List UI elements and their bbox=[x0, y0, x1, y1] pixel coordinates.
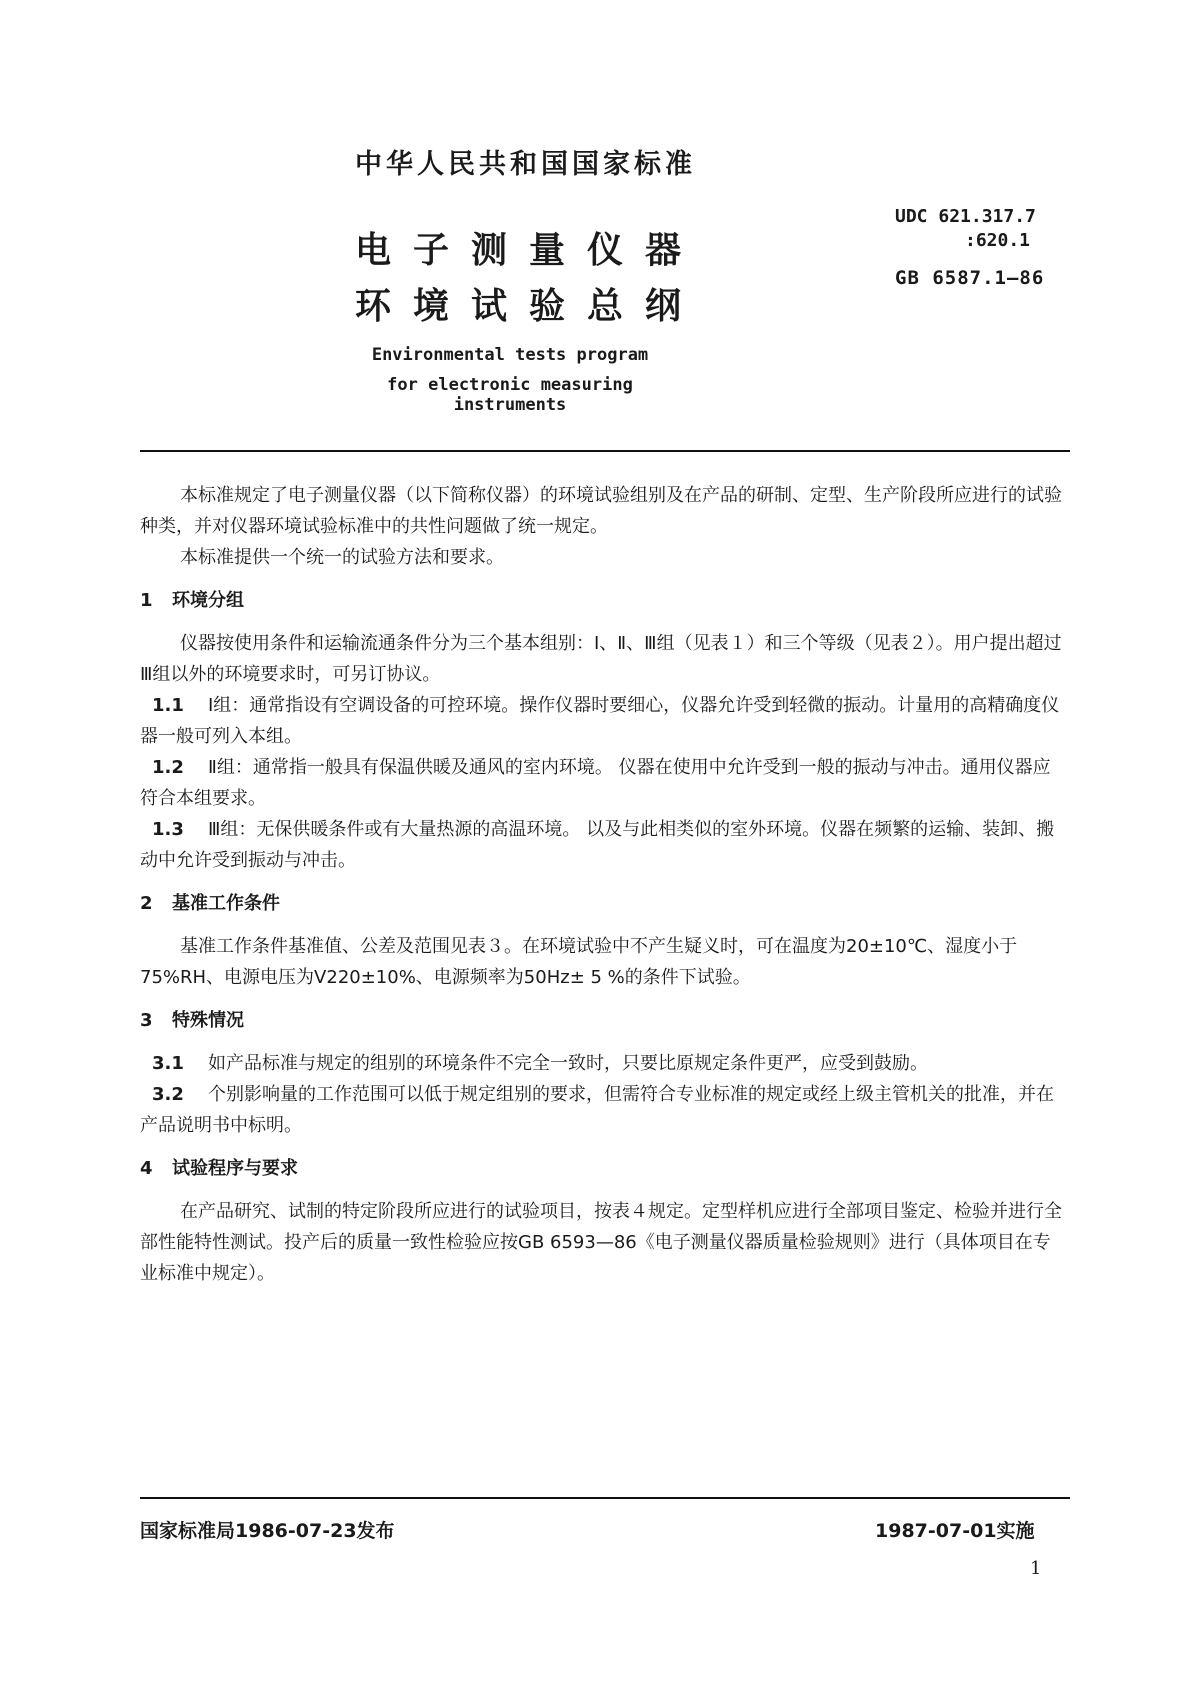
page-number: 1 bbox=[1030, 1558, 1042, 1579]
document-title-line1: 电子测量仪器 bbox=[355, 230, 704, 271]
section-paragraph: 基准工作条件基准值、公差及范围见表３。在环境试验中不产生疑义时，可在温度为20±10℃、湿度小于75%RH、电源电压为V220±10%、电源频率为50Hz± 5 %的条件下试验。 bbox=[140, 936, 1018, 988]
document-body bbox=[140, 480, 1068, 1289]
udc-code: 621.317.7 bbox=[938, 206, 1036, 227]
english-title-line1: Environmental tests program bbox=[371, 345, 649, 365]
section-heading: 1 环境分组 bbox=[140, 590, 244, 611]
intro-paragraph: 本标准提供一个统一的试验方法和要求。 bbox=[180, 547, 504, 568]
national-standard-heading: 中华人民共和国国家标准 bbox=[355, 149, 696, 180]
header-divider bbox=[140, 450, 1070, 452]
gb-standard-number: GB 6587.1—86 bbox=[895, 267, 1045, 289]
document-title-line2: 环境试验总纲 bbox=[355, 286, 704, 327]
subsection-item: 3.1 如产品标准与规定的组别的环境条件不完全一致时，只要比原规定条件更严，应受到鼓励。 bbox=[152, 1053, 928, 1074]
subsection-item: 3.2 个别影响量的工作范围可以低于规定组别的要求，但需符合专业标准的规定或经上级主管机关的批准，并在产品说明书中标明。 bbox=[140, 1084, 1054, 1136]
udc-code-secondary: :620.1 bbox=[965, 230, 1031, 251]
publication-date: 国家标准局1986-07-23发布 bbox=[140, 1520, 395, 1542]
subsection-item: 1.2 Ⅱ组：通常指一般具有保温供暖及通风的室内环境。 仪器在使用中允许受到一般的振动与冲击。通用仪器应符合本组要求。 bbox=[140, 757, 1051, 809]
udc-label: UDC bbox=[895, 206, 928, 227]
implementation-date: 1987-07-01实施 bbox=[875, 1520, 1035, 1542]
intro-paragraph: 本标准规定了电子测量仪器（以下简称仪器）的环境试验组别及在产品的研制、定型、生产阶段所应进行的试验种类，并对仪器环境试验标准中的共性问题做了统一规定。 bbox=[140, 485, 1062, 537]
footer-divider bbox=[140, 1497, 1070, 1499]
subsection-item: 1.3 Ⅲ组：无保供暖条件或有大量热源的高温环境。 以及与此相类似的室外环境。仪器在频繁的运输、装卸、搬动中允许受到振动与冲击。 bbox=[140, 819, 1055, 871]
udc-classification bbox=[895, 205, 1036, 253]
section-paragraph: 仪器按使用条件和运输流通条件分为三个基本组别：Ⅰ、Ⅱ、Ⅲ组（见表１）和三个等级（见表２）。用户提出超过Ⅲ组以外的环境要求时，可另订协议。 bbox=[140, 633, 1062, 685]
section-heading: 2 基准工作条件 bbox=[140, 893, 280, 914]
english-title-line2: for electronic measuring instruments bbox=[387, 375, 633, 415]
section-heading: 3 特殊情况 bbox=[140, 1010, 244, 1031]
section-paragraph: 在产品研究、试制的特定阶段所应进行的试验项目，按表４规定。定型样机应进行全部项目鉴定、检验并进行全部性能特性测试。投产后的质量一致性检验应按GB 6593—86《电子测量仪器质量检验规则》进行（具体项目在专业标准中规定）。 bbox=[140, 1201, 1062, 1284]
section-heading: 4 试验程序与要求 bbox=[140, 1158, 298, 1179]
subsection-item: 1.1 Ⅰ组：通常指设有空调设备的可控环境。操作仪器时要细心，仪器允许受到轻微的振动。计量用的高精确度仪器一般可列入本组。 bbox=[140, 695, 1060, 747]
